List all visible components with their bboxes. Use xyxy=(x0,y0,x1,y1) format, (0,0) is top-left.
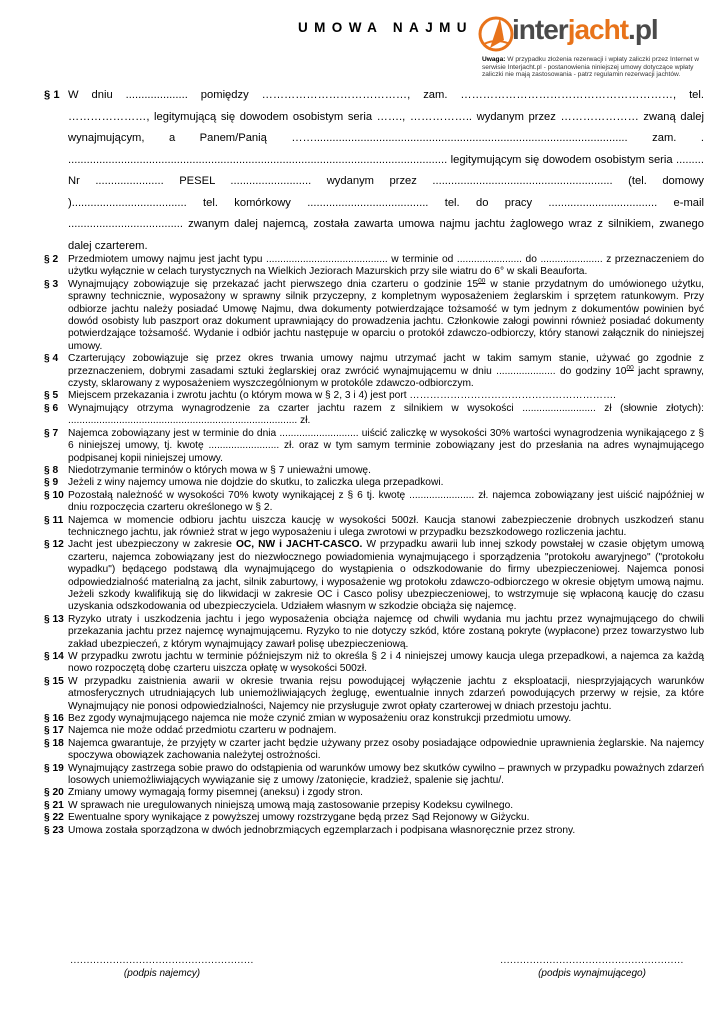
section-number: § 4 xyxy=(44,353,59,365)
section-number: § 13 xyxy=(44,613,64,625)
section-text: Bez zgody wynajmującego najemca nie może czynić zmian w wyposażeniu oraz konstrukcji przedmiotu umowy. xyxy=(68,713,572,725)
logo-accent: jacht xyxy=(567,14,629,45)
section-number: § 19 xyxy=(44,762,64,774)
section-number: § 5 xyxy=(44,390,59,402)
section-text-cont: W przypadku awarii lub innej szkody powstałej w czasie objętym umową czarteru, najemca zobowiązany jest do niezwłocznego powiadomienia wynajmującego i sporządzenia "protokołu awaryjnego" ("protokołu wypadku") będącego podstawą dla wynajmującego do wystąpienia o odszkodowanie do firmy ubezpieczeniowej. Najemca ponosi odpowiedzialność materialną za jacht, silnik zaburtowy, i wyposażenie wg protokołu zdawczo-odbiorczego w okresie objętym umową najmu. Jeżeli szkody kwalifikują się do likwidacji w zakresie OC i Casco polisy ubezpieczeniowej, to wstrzymuje się wpłaconą kaucję do czasu uzyskania odszkodowania od ubezpieczyciela. Udziałem własnym w szkodzie obciąża się najemcę. xyxy=(68,539,704,613)
section-number: § 18 xyxy=(44,737,64,749)
section-number: § 8 xyxy=(44,464,59,476)
section-number: § 1 xyxy=(44,89,60,101)
section-text-cont: w stanie przydatnym do umówionego użytku, sprawny technicznie, wyposażony w sprawny silnik przyczepny, z kompletnym wyposażeniem żeglarskim i sprzętem ratunkowym. Przy odbiorze jachtu należy posiadać Umowę Najmu, dwa dokumenty potwierdzające tożsamość w tym jednym z dokumentów powinien być dowód osobisty lub paszport oraz dokument uprawniający do prowadzenia jachtu. Członkowie załogi powinni również posiadać dokumenty potwierdzające tożsamość. Wydanie i odbiór jachtu następuje w oparciu o protokół zdawczo-odbiorczy, który stanowi załącznik do niniejszej umowy. xyxy=(68,278,704,352)
section-number: § 17 xyxy=(44,725,64,737)
section-number: § 23 xyxy=(44,824,64,836)
section-text: Ewentualne spory wynikające z powyższej umowy rozstrzygane będą przez Sąd Rejonowy w Giżycku. xyxy=(68,812,530,824)
section-text: W przypadku zaistnienia awarii w okresie trwania rejsu powodującej wyłączenie jachtu z eksploatacji, niesprzyjających warunków atmosferycznych utrudniających lub uniemożliwiających żeglugę, ewentualnie innych zdarzeń powodujących przerwy w rejsie, za które Wynajmujący nie ponosi odpowiedzialności, Najemcy nie przysługuje zwrot opłaty czarterowej w dniach przestoju jachtu. xyxy=(68,675,704,712)
section-18 xyxy=(44,738,704,763)
section-15 xyxy=(44,676,704,713)
signature-label: (podpis wynajmującego) xyxy=(538,968,646,979)
logo-suffix: .pl xyxy=(628,14,658,45)
section-text: Miejscem przekazania i zwrotu jachtu (o którym mowa w § 2, 3 i 4) jest port ……………………………………………………. xyxy=(68,390,616,402)
section-number: § 21 xyxy=(44,799,64,811)
section-number: § 22 xyxy=(44,812,64,824)
section-text: Wynajmujący zobowiązuje się przekazać jacht pierwszego dnia czarteru o godzinie 15 xyxy=(68,278,479,290)
section-7 xyxy=(44,428,704,465)
section-1 xyxy=(44,85,704,257)
section-3 xyxy=(44,279,704,353)
section-text: Najemca zobowiązany jest w terminie do dnia ............................ uiścić zaliczkę w wysokości 30% wartości wynagrodzenia wynikającego z § 6 niniejszej umowy, tj. kwotę ......................... zł. oraz w tym samym terminie zobowiązany jest do przesłania na adres wynajmującego podpisanej kopii niniejszej umowy. xyxy=(68,427,704,464)
section-text: Niedotrzymanie terminów o których mowa w § 7 unieważni umowę. xyxy=(68,464,371,476)
logo-wordmark xyxy=(512,14,658,46)
section-text: Jacht jest ubezpieczony w zakresie xyxy=(68,539,236,551)
section-number: § 16 xyxy=(44,713,64,725)
section-number: § 10 xyxy=(44,489,64,501)
section-text: Ryzyko utraty i uszkodzenia jachtu i jego wyposażenia obciąża najemcę od chwili wydania mu jachtu przez wynajmującego do chwili przekazania jachtu przez najemcę wynajmującemu. Ryzyko to nie dotyczy szkód, które zostaną pokryte (wypłacone) przez towarzystwo lub zakład ubezpieczeń, z którym wynajmujący zawarł polisę ubezpieczeniową. xyxy=(68,613,704,650)
section-text: Umowa została sporządzona w dwóch jednobrzmiących egzemplarzach i podpisana własnoręcznie przez strony. xyxy=(68,824,576,836)
section-13 xyxy=(44,614,704,651)
document-title: UMOWA NAJMU xyxy=(298,20,473,35)
section-text: Jeżeli z winy najemcy umowa nie dojdzie do skutku, to zaliczka ulega przepadkowi. xyxy=(68,477,444,489)
section-16 xyxy=(44,713,704,725)
section-text: Czarterujący zobowiązuje się przez okres trwania umowy najmu utrzymać jacht w takim samym stanie, używać go zgodnie z przeznaczeniem, dobrymi zasadami sztuki żeglarskiej oraz zwrócić wynajmującemu w dniu ..................... do godziny 10 xyxy=(68,353,704,377)
section-text: Wynajmujący otrzyma wynagrodzenie za czarter jachtu razem z silnikiem w wysokości .......................... zł (słownie złotych): ................................................................................. zł. xyxy=(68,402,704,427)
section-6 xyxy=(44,403,704,428)
section-5 xyxy=(44,390,704,402)
section-19 xyxy=(44,763,704,788)
time-superscript: 00 xyxy=(478,277,486,285)
logo-prefix: inter xyxy=(512,14,568,45)
section-23 xyxy=(44,825,704,837)
contract-sections xyxy=(44,254,704,837)
section-text: Zmiany umowy wymagają formy pisemnej (aneksu) i zgody stron. xyxy=(68,787,363,799)
section-text: Przedmiotem umowy najmu jest jacht typu ........................................... w terminie od ....................... do ...................... z przeznaczeniem do użytku wyłącznie w celach turystycznych na Wielkich Jeziorach Mazurskich przy sile wiatru do 6° w skali Beauforta. xyxy=(68,254,704,278)
section-text: Najemca w momencie odbioru jachtu uiszcza kaucję w wysokości 500zł. Kaucja stanowi zabezpieczenie drobnych uszkodzeń stanu technicznego jachtu, jak również strat w jego wyposażeniu i ulega zwrotowi w przypadku bezszkodowego rozliczenia jachtu. xyxy=(68,514,704,538)
section-21 xyxy=(44,800,704,812)
section-17 xyxy=(44,725,704,737)
section-12 xyxy=(44,539,704,613)
section-text-cont: jacht sprawny, czysty, sklarowany z wyposażeniem wyszczególnionym w protokóle zdawczo-odbiorczym. xyxy=(68,365,704,390)
signature-line: ........................................................ xyxy=(70,955,254,966)
section-number: § 9 xyxy=(44,477,59,489)
notice-label: Uwaga: xyxy=(482,56,506,63)
notice-box xyxy=(482,56,714,79)
section-text: W sprawach nie uregulowanych niniejszą umową mają zastosowanie przepisy Kodeksu cywilnego. xyxy=(68,799,514,811)
section-22 xyxy=(44,812,704,824)
section-text: Wynajmujący zastrzega sobie prawo do odstąpienia od warunków umowy bez skutków cywilno – prawnych w przypadku poważnych zdarzeń losowych uniemożliwiających wywiązanie się z umowy /zatonięcie, kradzież, spalenie się jachtu/. xyxy=(68,762,704,787)
section-text: W dniu .................... pomiędzy …………………………………, zam. …………………………………………………, tel. …………………, legitymującą się dowodem osobistym seria ……., …………….. wydanym przez ………………… zwaną dalej wynajmującym, a Panem/Panią ……..................................................................................................... zam. . .......................................................................................................................... legitymującym się dowodem osobistym seria ......... Nr ...................... PESEL .......................... wydanym przez .......................................................... (tel. domowy )..................................... tel. komórkowy ....................................... tel. do pracy ................................... e-mail ..................................... zwanym dalej najemcą, została zawarta umowa najmu jachtu żaglowego wraz z silnikiem, zwanego dalej czarterem. xyxy=(68,89,704,252)
section-number: § 2 xyxy=(44,254,59,265)
section-4 xyxy=(44,353,704,390)
section-number: § 6 xyxy=(44,402,59,414)
time-superscript: 00 xyxy=(626,364,634,372)
section-text: Najemca gwarantuje, że przyjęty w czarter jacht będzie używany przez osoby posiadające odpowiednie uprawnienia żeglarskie. Na najemcy spoczywa obowiązek zachowania należytej ostrożności. xyxy=(68,737,704,762)
section-2 xyxy=(44,254,704,279)
section-number: § 12 xyxy=(44,539,64,551)
section-text: Pozostałą należność w wysokości 70% kwoty wynikającej z § 6 tj. kwotę ....................... zł. najemca zobowiązany jest uiścić najpóźniej w dniu rozpoczęcia czarteru określonego w § 2. xyxy=(68,489,704,514)
section-number: § 20 xyxy=(44,787,64,799)
document-header xyxy=(0,0,724,90)
section-9 xyxy=(44,477,704,489)
signature-label: (podpis najemcy) xyxy=(123,968,201,979)
section-number: § 3 xyxy=(44,278,59,290)
section-number: § 11 xyxy=(44,514,64,526)
signature-line: ........................................................ xyxy=(500,955,684,966)
section-number: § 14 xyxy=(44,651,64,662)
section-number: § 7 xyxy=(44,427,59,439)
section-8 xyxy=(44,465,704,477)
signature-tenant xyxy=(62,955,262,979)
signature-landlord xyxy=(492,955,692,979)
section-10 xyxy=(44,490,704,515)
section-text: Najemca nie może oddać przedmiotu czarteru w podnajem. xyxy=(68,725,337,737)
insurance-scope: OC, NW i JACHT-CASCO. xyxy=(235,539,363,551)
section-number: § 15 xyxy=(44,675,64,687)
section-20 xyxy=(44,787,704,799)
section-14 xyxy=(44,651,704,676)
section-11 xyxy=(44,515,704,540)
notice-text: W przypadku złożenia rezerwacji i wpłaty zaliczki przez Internet w serwisie Interjacht.pl - postanowienia niniejszej umowy dotyczące wpłaty zaliczki nie mają zastosowania - patrz regulamin rezerwacji jachtów. xyxy=(482,56,699,79)
section-text: W przypadku zwrotu jachtu w terminie późniejszym niż to określa § 2 i 4 niniejszej umowy kaucja ulega przepadkowi, a najemca za każdą nowo rozpoczętą dobę czarteru uiszcza opłatę w wysokości 500zł. xyxy=(68,651,704,675)
